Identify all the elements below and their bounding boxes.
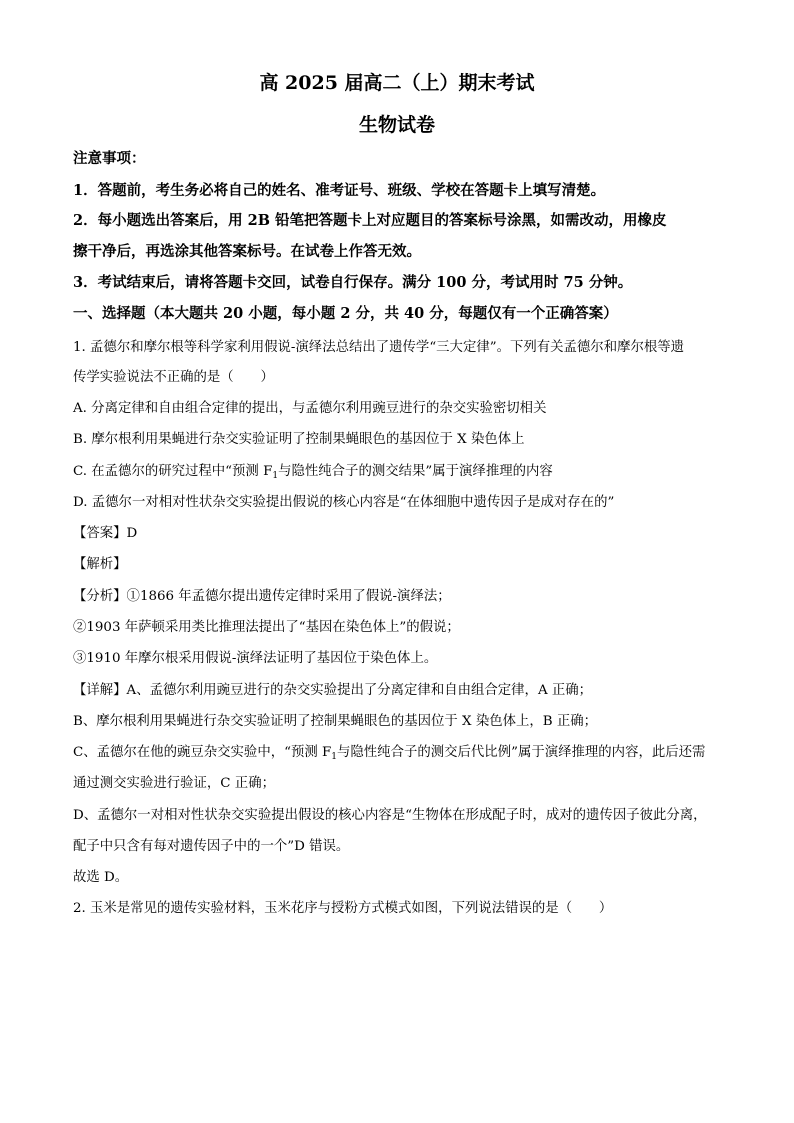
q1-detail-line-4: 通过测交实验进行验证，C 正确；	[73, 776, 275, 791]
q1-analysis-label: 【解析】	[73, 557, 127, 572]
q1-option-a: A. 分离定律和自由组合定律的提出，与孟德尔利用豌豆进行的杂交实验密切相关	[73, 401, 547, 416]
q1-detail-line-6: 配子中只含有每对遗传因子中的一个”D 错误。	[73, 839, 350, 854]
notice-item-2-line-1: 2．每小题选出答案后，用 2B 铅笔把答题卡上对应题目的答案标号涂黑，如需改动，用橡皮	[73, 212, 667, 229]
q1-option-c-text-start: C. 在孟德尔的研究过程中“预测 F	[73, 464, 273, 479]
q1-detail-line-2: B、摩尔根利用果蝇进行杂交实验证明了控制果蝇眼色的基因位于 X 染色体上，B 正确；	[73, 714, 598, 729]
notice-item-2-line-2: 擦干净后，再选涂其他答案标号。在试卷上作答无效。	[73, 243, 421, 260]
q1-detail-line-3-end: 与隐性纯合子的测交后代比例”属于演绎推理的内容，此后还需	[337, 745, 706, 760]
q1-detail-line-1: 【详解】A、孟德尔利用豌豆进行的杂交实验提出了分离定律和自由组合定律，A 正确；	[73, 683, 593, 698]
q1-analysis-line-3: ③1910 年摩尔根采用假说-演绎法证明了基因位于染色体上。	[73, 651, 438, 666]
q1-option-c-text-end: 与隐性纯合子的测交结果”属于演绎推理的内容	[278, 464, 553, 479]
q1-option-b: B. 摩尔根利用果蝇进行杂交实验证明了控制果蝇眼色的基因位于 X 染色体上	[73, 432, 525, 447]
q1-analysis-line-1: 【分析】①1866 年孟德尔提出遗传定律时采用了假说-演绎法；	[73, 589, 451, 604]
exam-title: 高 2025 届高二（上）期末考试	[259, 72, 535, 94]
notice-heading: 注意事项：	[73, 150, 146, 167]
notice-item-1: 1．答题前，考生务必将自己的姓名、准考证号、班级、学校在答题卡上填写清楚。	[73, 182, 606, 199]
q1-option-d: D. 孟德尔一对相对性状杂交实验提出假说的核心内容是“在体细胞中遗传因子是成对存在的”	[73, 495, 615, 510]
q1-detail-line-3-subscript: 1	[331, 752, 338, 762]
q1-conclusion: 故选 D。	[73, 870, 129, 885]
q1-stem-line-2: 传学实验说法不正确的是（ ）	[73, 370, 274, 385]
section-heading: 一、选择题（本大题共 20 小题，每小题 2 分，共 40 分，每题仅有一个正确答案）	[73, 305, 618, 322]
q1-detail-line-3	[73, 744, 736, 766]
exam-subtitle: 生物试卷	[358, 114, 435, 136]
q1-option-c-subscript: 1	[272, 471, 279, 481]
notice-item-3: 3．考试结束后，请将答题卡交回，试卷自行保存。满分 100 分，考试用时 75 分钟。	[73, 274, 633, 291]
q1-answer: 【答案】D	[73, 526, 138, 541]
q1-detail-line-3-start: C、孟德尔在他的豌豆杂交实验中，“预测 F	[73, 745, 332, 760]
q2-stem: 2. 玉米是常见的遗传实验材料，玉米花序与授粉方式模式如图，下列说法错误的是（ ）	[73, 901, 613, 916]
q1-stem-line-1: 1. 孟德尔和摩尔根等科学家利用假说-演绎法总结出了遗传学“三大定律”。下列有关孟德尔和摩尔根等遗	[73, 340, 685, 355]
q1-analysis-line-2: ②1903 年萨顿采用类比推理法提出了“基因在染色体上”的假说；	[73, 620, 460, 635]
q1-detail-line-5: D、孟德尔一对相对性状杂交实验提出假设的核心内容是“生物体在形成配子时，成对的遗传因子彼此分离，	[73, 808, 707, 823]
q1-option-c	[73, 463, 736, 485]
